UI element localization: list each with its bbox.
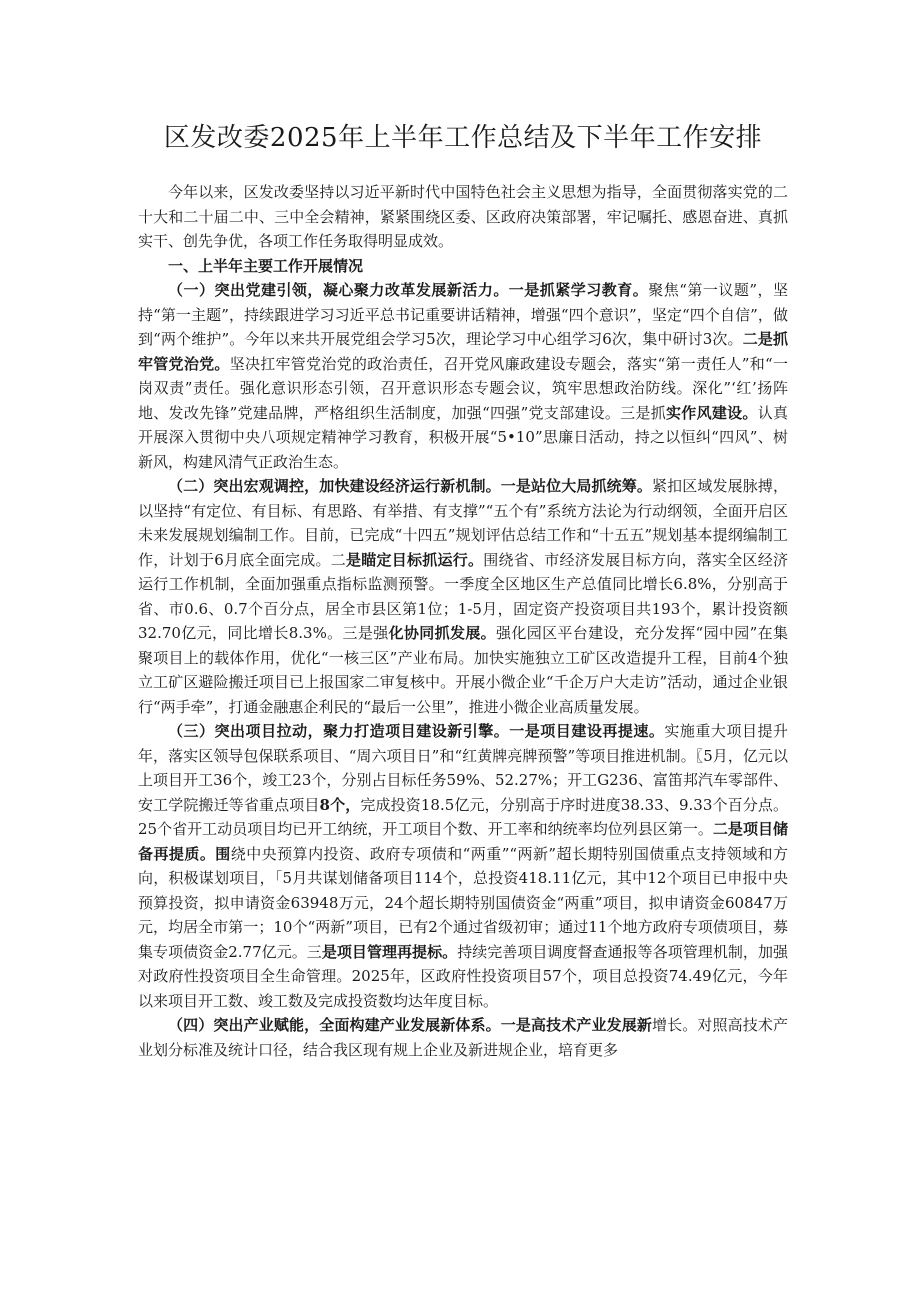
document-page <box>138 118 788 1062</box>
paragraph-text: 紧扣区域发展脉搏，以坚持“有定位、有目标、有思路、有举措、有支撑”“五个有”系统方法论为行动纲领，全面开启区未来发展规划编制工作。目前，已完成“十四五”规划评估总结工作和“十五五”规划基本提纲编制工作，计划于6月底全面完成。二 <box>138 477 788 569</box>
paragraph-bold: 二是项目储备再提质。围 <box>138 820 788 863</box>
paragraph-bold: 8个， <box>319 795 361 814</box>
paragraph-lead: （三）突出项目拉动，聚力打造项目建设新引擎。一是项目建设再提速。 <box>168 722 665 740</box>
paragraph-bold: 实作风建设。 <box>666 403 758 422</box>
paragraph-macro-control <box>138 474 788 719</box>
paragraph-lead: （一）突出党建引领，凝心聚力改革发展新活力。一是抓紧学习教育。 <box>168 281 649 299</box>
intro-paragraph: 今年以来，区发改委坚持以习近平新时代中国特色社会主义思想为指导，全面贯彻落实党的二十大和二十届二中、三中全会精神，紧紧围绕区委、区政府决策部署，牢记嘱托、感恩奋进、真抓实干、创先争优，各项工作任务取得明显成效。 <box>138 183 788 250</box>
paragraph-bold: 是项目管理再提标。 <box>321 942 458 961</box>
paragraph-lead: （二）突出宏观调控，加快建设经济运行新机制。一是站位大局抓统筹。 <box>168 477 652 495</box>
paragraph-text: 完成投资18.5亿元，分别高于序时进度38.33、9.33个百分点。25个省开工动员项目均已开工纳统，开工项目个数、开工率和纳统率均位列县区第一。 <box>138 795 789 838</box>
paragraph-text: 实施重大项目提升年，落实区领导包保联系项目、“周六项目日”和“红黄牌亮牌预警”等项目推进机制。〖5月，亿元以上项目开工36个，竣工23个，分别占目标任务59%、52.27%；开工G236、富笛邦汽车零部件、安工学院搬迁等省重点项目 <box>138 722 788 814</box>
document-title: 区发改委2025年上半年工作总结及下半年工作安排 <box>163 123 763 153</box>
paragraph-bold: 是瞄定目标抓运行。 <box>346 550 484 569</box>
paragraph-text: 聚焦“第一议题”，坚持“第一主题”，持续跟进学习习近平总书记重要讲话精神，增强“四个意识”，坚定“四个自信”，做到“两个维护”。今年以来共开展党组会学习5次，理论学习中心组学习6次，集中研讨3次。 <box>138 281 788 348</box>
paragraph-party-building <box>138 278 788 474</box>
paragraph-text: 持续完善项目调度督查通报等各项管理机制，加强对政府性投资项目全生命管理。2025年，区政府性投资项目57个，项目总投资74.49亿元，今年以来项目开工数、竣工数及完成投资数均达年度目标。 <box>138 942 788 1010</box>
section-heading: 一、上半年主要工作开展情况 <box>168 256 364 275</box>
paragraph-lead: （四）突出产业赋能，全面构建产业发展新体系。一是高技术产业发展新 <box>168 1016 652 1034</box>
paragraph-text: 围绕省、市经济发展目标方向，落实全区经济运行工作机制，全面加强重点指标监测预警。一季度全区地区生产总值同比增长6.8%，分别高于省、市0.6、0.7个百分点，居全市县区第1位；1-5月，固定资产投资项目共193个，累计投资额32.70亿元，同比增长8.3%。三是强 <box>138 550 788 642</box>
paragraph-text: 绕中央预算内投资、政府专项债和“两重”“两新”超长期特别国债重点支持领域和方向，积极谋划项目，「5月共谋划储备项目114个，总投资418.11亿元，其中12个项目已申报中央预算投资，拟申请资金63948万元，24个超长期特别国债资金“两重”项目，拟申请资金60847万元，均居全市第一；10个“两新”项目，已有2个通过省级初审；通过11个地方政府专项债项目，募集专项债资金2.77亿元。三 <box>138 844 788 961</box>
paragraph-projects <box>138 719 788 1013</box>
paragraph-text: 坚决扛牢管党治党的政治责任，召开党风廉政建设专题会，落实“第一责任人”和“一岗双责”责任。强化意识形态引领，召开意识形态专题会议，筑牢思想政治防线。深化”‘红’扬阵地、发改先锋”党建品牌，严格组织生活制度，加强“四强”党支部建设。三是抓 <box>138 354 788 422</box>
paragraph-industry <box>138 1013 788 1062</box>
paragraph-text: 增长。对照高技术产业划分标准及统计口径，结合我区现有规上企业及新进规企业，培育更多 <box>138 1016 788 1059</box>
paragraph-text: 认真开展深入贯彻中央八项规定精神学习教育，积极开展“5•10”思廉日活动，持之以恒纠“四风”、树新风，构建风清气正政治生态。 <box>138 403 788 471</box>
paragraph-bold: 化协同抓发展。 <box>388 624 497 642</box>
paragraph-text: 强化园区平台建设，充分发挥“园中园”在集聚项目上的载体作用，优化“一核三区”产业布局。加快实施独立工矿区改造提升工程，目前4个独立工矿区避险搬迁项目已上报国家二审复核中。开展小微企业“千企万户大走访”活动，通过企业银行“两手牵”，打通金融惠企利民的“最后一公里”，推进小微企业高质量发展。 <box>138 624 788 716</box>
paragraph-bold: 二是抓牢管党治党。 <box>138 330 788 373</box>
